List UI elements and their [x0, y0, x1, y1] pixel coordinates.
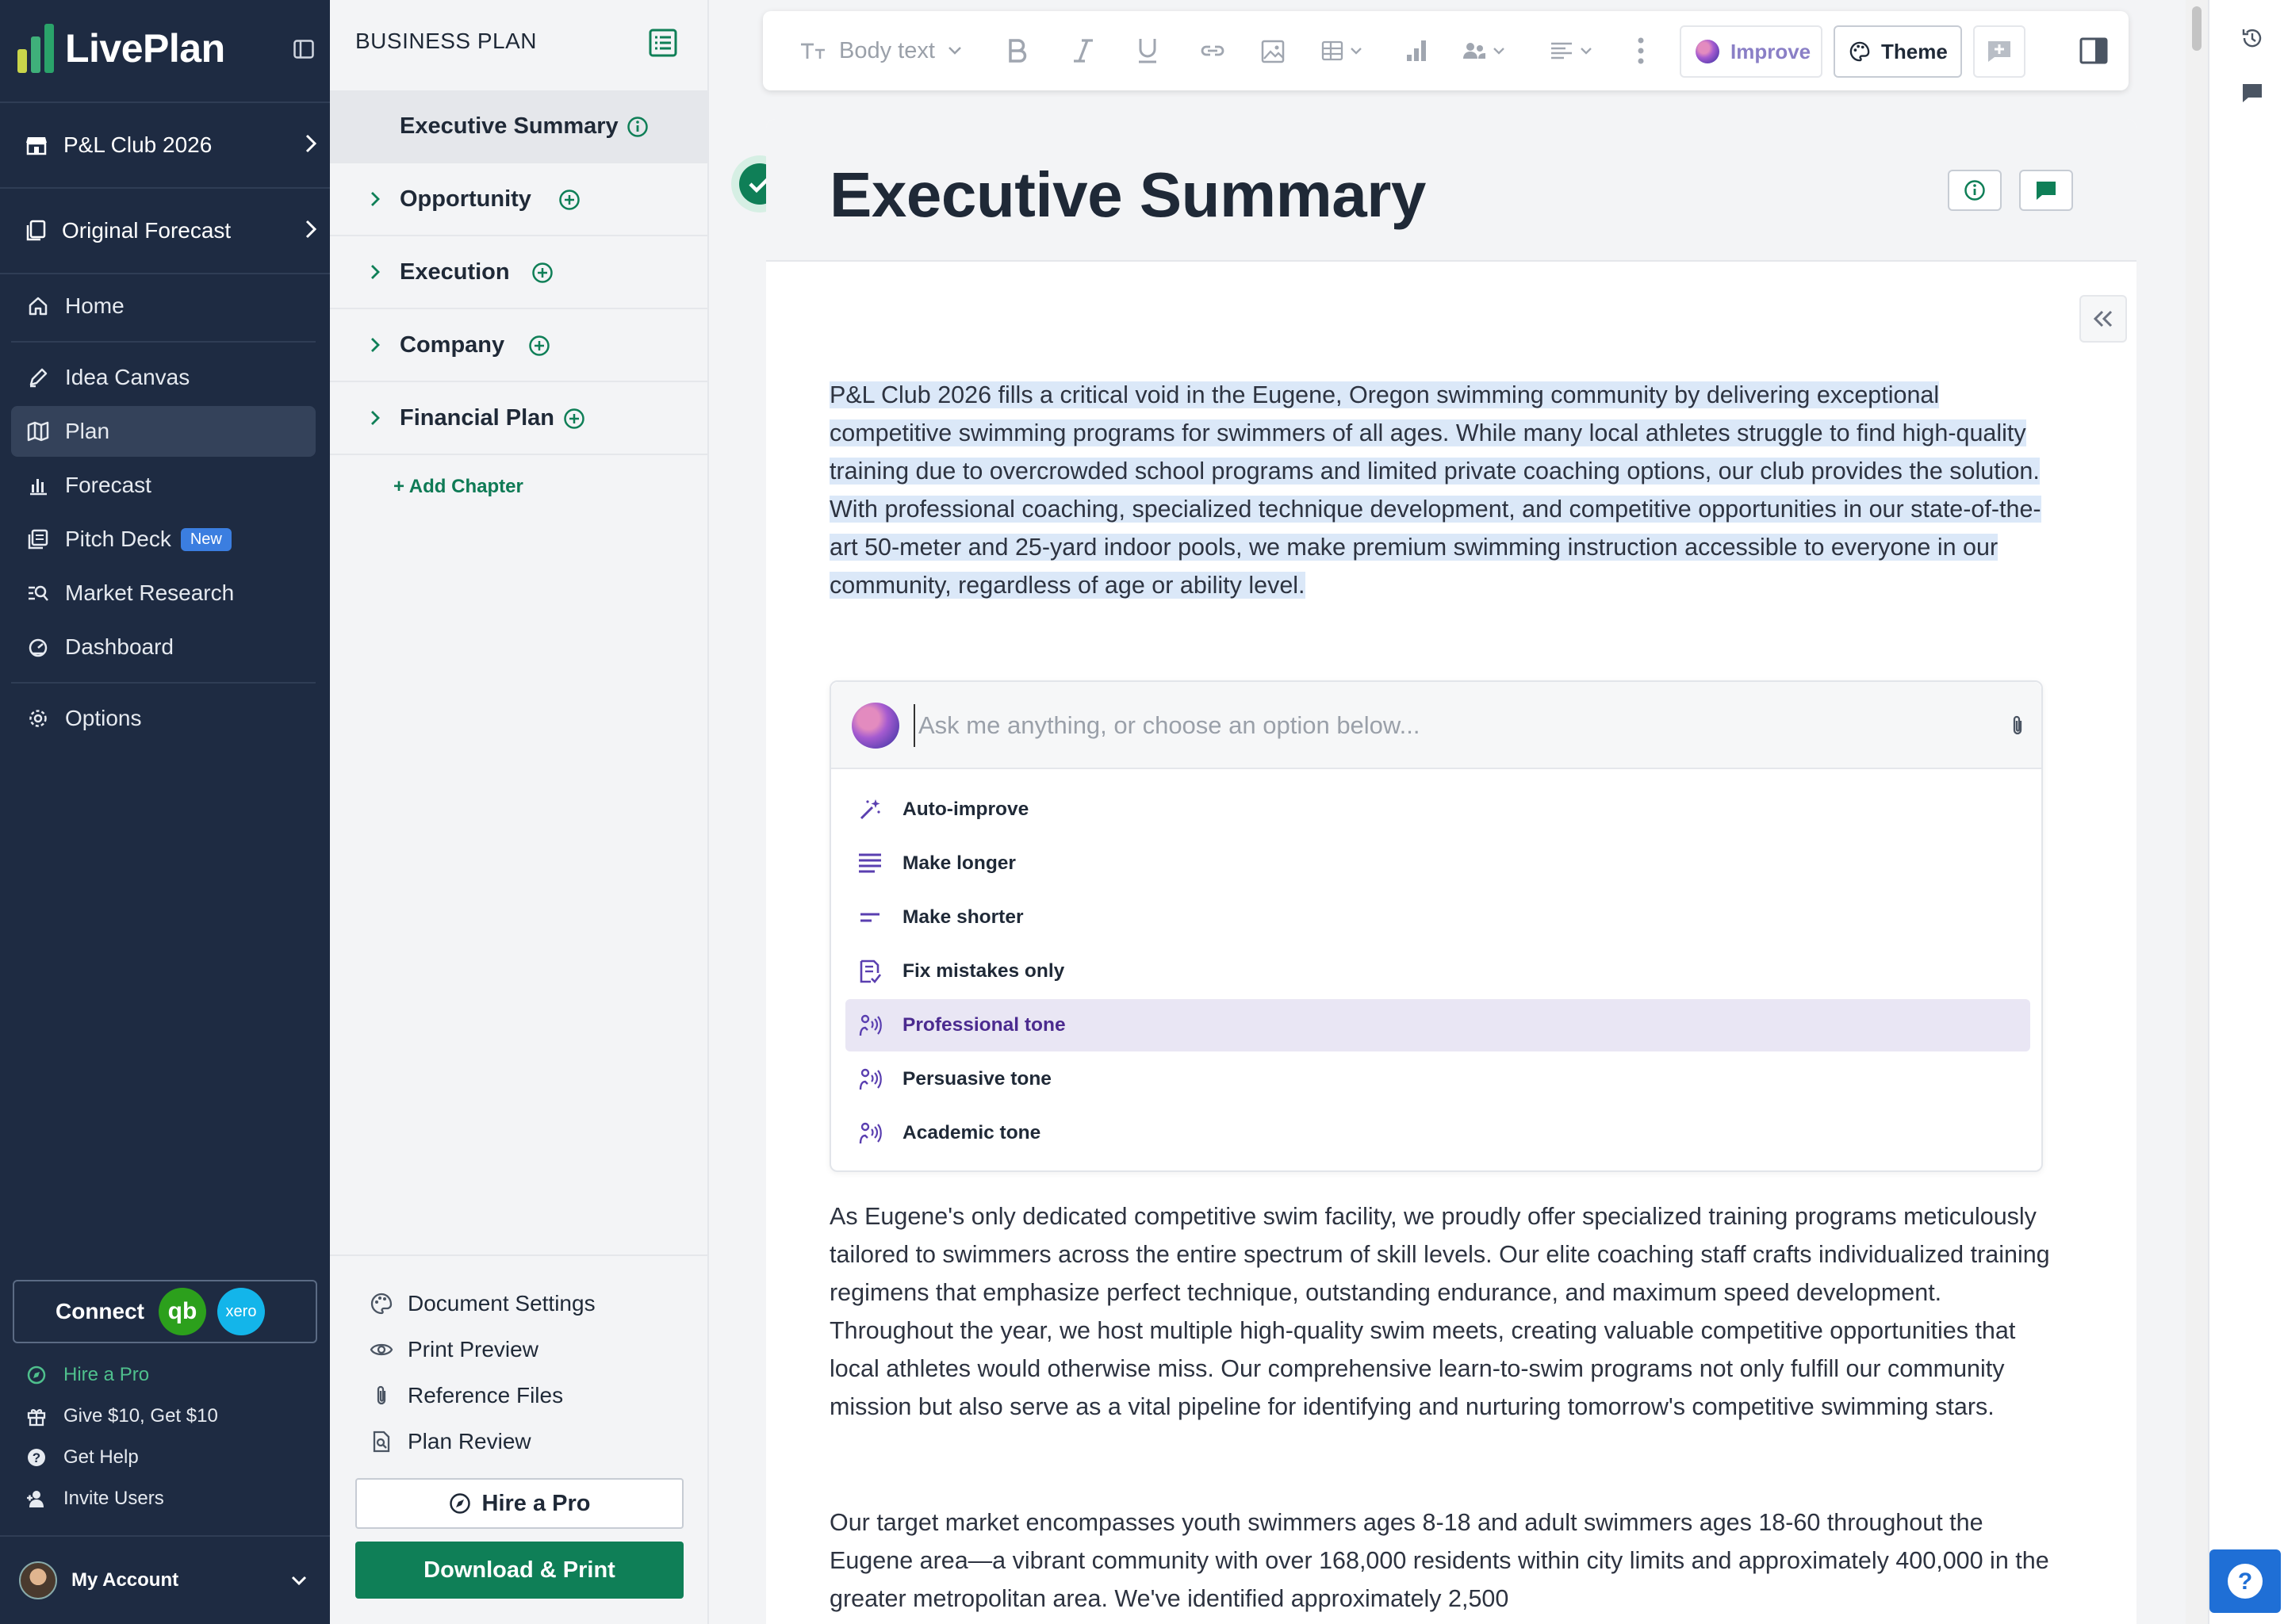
chevron-right-icon[interactable] [370, 409, 381, 427]
spellcheck-icon [859, 959, 881, 983]
alignment-dropdown[interactable] [1550, 11, 1592, 90]
chevron-right-icon[interactable] [370, 190, 381, 208]
reference-files-link[interactable] [370, 1383, 563, 1408]
voice-icon [858, 1067, 882, 1091]
ai-input-row [831, 682, 2041, 769]
add-section-icon[interactable] [558, 189, 581, 211]
nav-item-forecast[interactable] [11, 460, 316, 511]
nav-item-options[interactable] [11, 693, 316, 744]
gift-icon [26, 1406, 47, 1427]
plan-review-link[interactable] [370, 1429, 531, 1454]
underline-icon [1137, 37, 1158, 64]
link-label: Get Help [63, 1446, 139, 1468]
text-style-dropdown[interactable] [799, 11, 962, 90]
link-label: Reference Files [408, 1383, 564, 1408]
research-icon [27, 583, 49, 603]
info-icon [1964, 179, 1986, 201]
section-info-button[interactable] [1948, 170, 2002, 211]
option-label: Professional tone [902, 1014, 1066, 1036]
nav-label: Market Research [65, 580, 235, 605]
link-label: Print Preview [408, 1337, 538, 1362]
paperclip-icon [374, 1385, 389, 1407]
invite-users-link[interactable] [24, 1488, 164, 1510]
divider [330, 1254, 709, 1256]
lines-short-icon [859, 912, 881, 923]
new-badge: New [181, 528, 232, 551]
review-icon [372, 1431, 391, 1453]
insert-image-button[interactable] [1261, 11, 1286, 90]
help-chat-button[interactable] [2209, 1549, 2281, 1613]
text-size-icon [799, 41, 828, 60]
chevron-down-icon [1350, 47, 1362, 55]
help-icon [2225, 1561, 2265, 1601]
nav-label: Forecast [65, 473, 151, 497]
ai-option-auto-improve[interactable] [845, 783, 2030, 836]
option-label: Fix mistakes only [902, 960, 1065, 982]
nav-label: Home [65, 293, 125, 318]
referral-link[interactable] [24, 1405, 218, 1427]
text-style-value: Body text [839, 37, 935, 63]
insert-table-button[interactable] [1321, 11, 1362, 90]
voice-icon [858, 1121, 882, 1145]
nav-label: Pitch Deck [65, 527, 171, 551]
chapter-label: Execution [400, 259, 510, 285]
chevron-down-icon [290, 1575, 308, 1586]
lines-long-icon [857, 852, 883, 875]
link-label: Give $10, Get $10 [63, 1405, 218, 1427]
improve-button[interactable] [1680, 25, 1822, 78]
option-label: Academic tone [902, 1122, 1041, 1143]
bar-chart-icon [28, 475, 48, 496]
copy-icon [25, 220, 46, 242]
avatar [19, 1561, 57, 1599]
chapter-execution[interactable] [330, 236, 709, 309]
company-name: P&L Club 2026 [63, 132, 213, 157]
chevron-down-icon [1493, 47, 1505, 55]
outline-view-button[interactable] [649, 29, 677, 57]
comment-icon [2241, 82, 2263, 103]
home-icon [28, 296, 48, 316]
chapter-label: Executive Summary [400, 113, 619, 139]
compass-icon [449, 1492, 471, 1515]
chapter-financial-plan[interactable] [330, 382, 709, 455]
right-rail [2208, 0, 2284, 1624]
ai-option-fix-mistakes[interactable] [845, 945, 2030, 998]
chevron-right-icon [305, 219, 317, 239]
add-section-icon[interactable] [531, 262, 554, 284]
add-chapter-link[interactable]: + Add Chapter [393, 476, 523, 497]
chevron-down-icon [948, 46, 962, 56]
main-navigation [0, 0, 330, 1624]
history-icon [2241, 27, 2263, 49]
ai-option-persuasive-tone[interactable] [845, 1053, 2030, 1105]
nav-item-pitch-deck[interactable] [11, 514, 316, 565]
slides-icon [28, 529, 48, 550]
add-comment-button[interactable] [1973, 25, 2025, 78]
print-preview-link[interactable] [370, 1337, 538, 1362]
divider [11, 682, 316, 684]
body-paragraph[interactable]: Our target market encompasses youth swimmers ages 8-18 and adult swimmers ages 18-60 throughout the Eugene area—a vibrant community with over 168,000 residents within city limits and approximately 400,000 in the greater metropolitan area. We've identified approximately 2,500 [830, 1509, 2049, 1612]
get-help-link[interactable] [24, 1446, 139, 1469]
palette-icon [370, 1293, 393, 1315]
nav-item-idea-canvas[interactable] [11, 352, 316, 403]
paragraph-text: P&L Club 2026 fills a critical void in the Eugene, Oregon swimming community by delivering exceptional competitive swimming programs for swimmers of all ages. While many local athletes struggle to find high-quality training due to overcrowded school programs and limited private coaching options, our club provides the solution. With professional coaching, specialized technique development, and competitive opportunities in our state-of-the-art 50-meter and 25-yard indoor pools, we make premium swimming instruction accessible to everyone in our community, regardless of age or ability level. [830, 381, 2041, 599]
bold-icon [1007, 38, 1028, 63]
hire-a-pro-button[interactable] [355, 1478, 684, 1529]
table-icon [1321, 40, 1343, 61]
option-label: Make shorter [902, 906, 1024, 928]
nav-label: Idea Canvas [65, 365, 190, 389]
store-icon [25, 135, 48, 155]
chevron-right-icon [305, 133, 317, 154]
forecast-name: Original Forecast [62, 218, 232, 243]
chevron-right-icon[interactable] [370, 336, 381, 354]
svg-text:?: ? [2237, 1568, 2253, 1595]
bold-button[interactable] [1007, 11, 1028, 90]
divider [0, 273, 330, 274]
body-paragraph[interactable]: As Eugene's only dedicated competitive swim facility, we proudly offer specialized training programs meticulously tailored to swimmers across the entire spectrum of skill levels. Our elite coaching staff crafts individualized training regimens that emphasize perfect technique, outstanding endurance, and maximum speed development. Throughout the year, we host multiple high-quality swim meets, creating valuable competitive opportunities that local athletes would otherwise miss. Our comprehensive learn-to-swim programs not only fulfill our community mission but also serve as a vital pipeline for identifying and nurturing tomorrow's competitive swimming stars. [830, 1203, 2050, 1420]
chapter-label: Company [400, 331, 505, 358]
forecast-selector[interactable] [0, 189, 330, 273]
nav-item-plan[interactable] [11, 406, 316, 457]
nav-item-dashboard[interactable] [11, 622, 316, 672]
eye-icon [370, 1341, 393, 1358]
insert-org-chart-button[interactable] [1462, 11, 1505, 90]
nav-label: Options [65, 706, 142, 730]
ai-option-academic-tone[interactable] [845, 1107, 2030, 1159]
ai-option-professional-tone[interactable] [845, 999, 2030, 1051]
nav-label: Dashboard [65, 634, 174, 659]
chart-icon [1405, 39, 1428, 63]
ai-assistant-panel [830, 680, 2043, 1172]
ai-orb-icon [1696, 40, 1719, 63]
option-label: Auto-improve [902, 799, 1029, 820]
section-comments-button[interactable] [2019, 170, 2073, 211]
page-title: Executive Summary [830, 159, 1426, 230]
chapter-opportunity[interactable] [330, 163, 709, 236]
option-label: Persuasive tone [902, 1068, 1052, 1090]
chapter-label: Financial Plan [400, 404, 554, 431]
more-vertical-icon [1637, 37, 1645, 64]
sidebar-toggle-icon [293, 40, 314, 59]
table-list-icon [649, 29, 677, 57]
quickbooks-logo: qb [159, 1288, 206, 1335]
logo-text: LivePlan [65, 26, 225, 71]
voice-icon [858, 1013, 882, 1037]
attach-file-icon[interactable] [2010, 714, 2025, 737]
link-label: Hire a Pro [63, 1364, 150, 1385]
underline-button[interactable] [1137, 11, 1158, 90]
nav-item-home[interactable] [11, 281, 316, 331]
add-section-icon[interactable] [563, 408, 585, 430]
logo-bars-icon [16, 22, 56, 75]
plan-outline-panel [330, 0, 709, 1624]
expand-panel-button[interactable] [2079, 295, 2127, 343]
link-icon [1199, 42, 1226, 59]
people-icon [1462, 41, 1486, 60]
nav-label: Plan [65, 419, 110, 443]
gear-icon [28, 708, 48, 729]
ai-orb-icon [852, 703, 899, 749]
document-settings-link[interactable] [370, 1291, 596, 1316]
gauge-icon [28, 637, 48, 657]
version-history-button[interactable] [2241, 27, 2263, 49]
add-user-icon [25, 1488, 48, 1509]
account-label: My Account [71, 1569, 179, 1591]
collapse-sidebar-button[interactable] [293, 40, 314, 59]
document-page [766, 119, 2136, 1624]
link-button[interactable] [1199, 11, 1226, 90]
chapter-company[interactable] [330, 309, 709, 382]
link-label: Invite Users [63, 1488, 164, 1509]
link-label: Plan Review [408, 1429, 531, 1454]
comments-button[interactable] [2241, 82, 2263, 103]
italic-icon [1072, 38, 1094, 63]
map-icon [27, 421, 49, 442]
help-icon [26, 1447, 47, 1468]
magic-wand-icon [858, 798, 882, 822]
chapter-executive-summary[interactable] [330, 90, 709, 163]
ai-prompt-input[interactable] [914, 704, 1976, 747]
insert-chart-button[interactable] [1405, 11, 1428, 90]
toggle-side-panel-button[interactable] [2079, 11, 2108, 90]
more-options-button[interactable] [1637, 11, 1645, 90]
my-account-menu[interactable] [0, 1535, 330, 1624]
chevron-down-icon [1580, 47, 1592, 55]
compass-icon [27, 1365, 46, 1385]
company-selector[interactable] [0, 103, 330, 187]
selected-paragraph[interactable] [830, 376, 2051, 604]
info-icon[interactable] [627, 116, 649, 138]
hire-a-pro-link[interactable] [24, 1364, 149, 1386]
outline-heading: BUSINESS PLAN [355, 29, 538, 53]
comment-icon [2035, 180, 2057, 201]
connect-integrations-button[interactable] [13, 1280, 317, 1343]
italic-button[interactable] [1072, 11, 1094, 90]
improve-label: Improve [1730, 39, 1811, 63]
image-icon [1261, 38, 1286, 63]
nav-item-market-research[interactable] [11, 568, 316, 619]
add-section-icon[interactable] [528, 335, 550, 357]
ai-option-make-shorter[interactable] [845, 891, 2030, 944]
editor-toolbar [763, 11, 2129, 90]
page-scrollbar[interactable] [2186, 0, 2208, 1624]
align-left-icon [1550, 41, 1573, 60]
ai-option-make-longer[interactable] [845, 837, 2030, 890]
option-label: Make longer [902, 852, 1016, 874]
section-header [766, 119, 2136, 262]
pencil-icon [28, 367, 48, 388]
download-print-button[interactable]: Download & Print [355, 1542, 684, 1599]
xero-logo: xero [217, 1288, 265, 1335]
svg-text:?: ? [32, 1450, 41, 1465]
connect-label: Connect [56, 1299, 144, 1323]
hire-button-label: Hire a Pro [481, 1490, 591, 1516]
palette-icon [1849, 41, 1870, 62]
liveplan-logo[interactable] [16, 22, 225, 75]
theme-label: Theme [1881, 39, 1948, 63]
side-panel-icon [2079, 37, 2108, 64]
theme-button[interactable] [1834, 25, 1962, 78]
chapter-label: Opportunity [400, 186, 531, 212]
double-chevron-left-icon [2093, 309, 2113, 328]
add-comment-icon [1987, 40, 2012, 63]
link-label: Document Settings [408, 1291, 596, 1316]
scrollbar-thumb[interactable] [2192, 6, 2202, 51]
chevron-right-icon[interactable] [370, 263, 381, 281]
divider [11, 341, 316, 343]
